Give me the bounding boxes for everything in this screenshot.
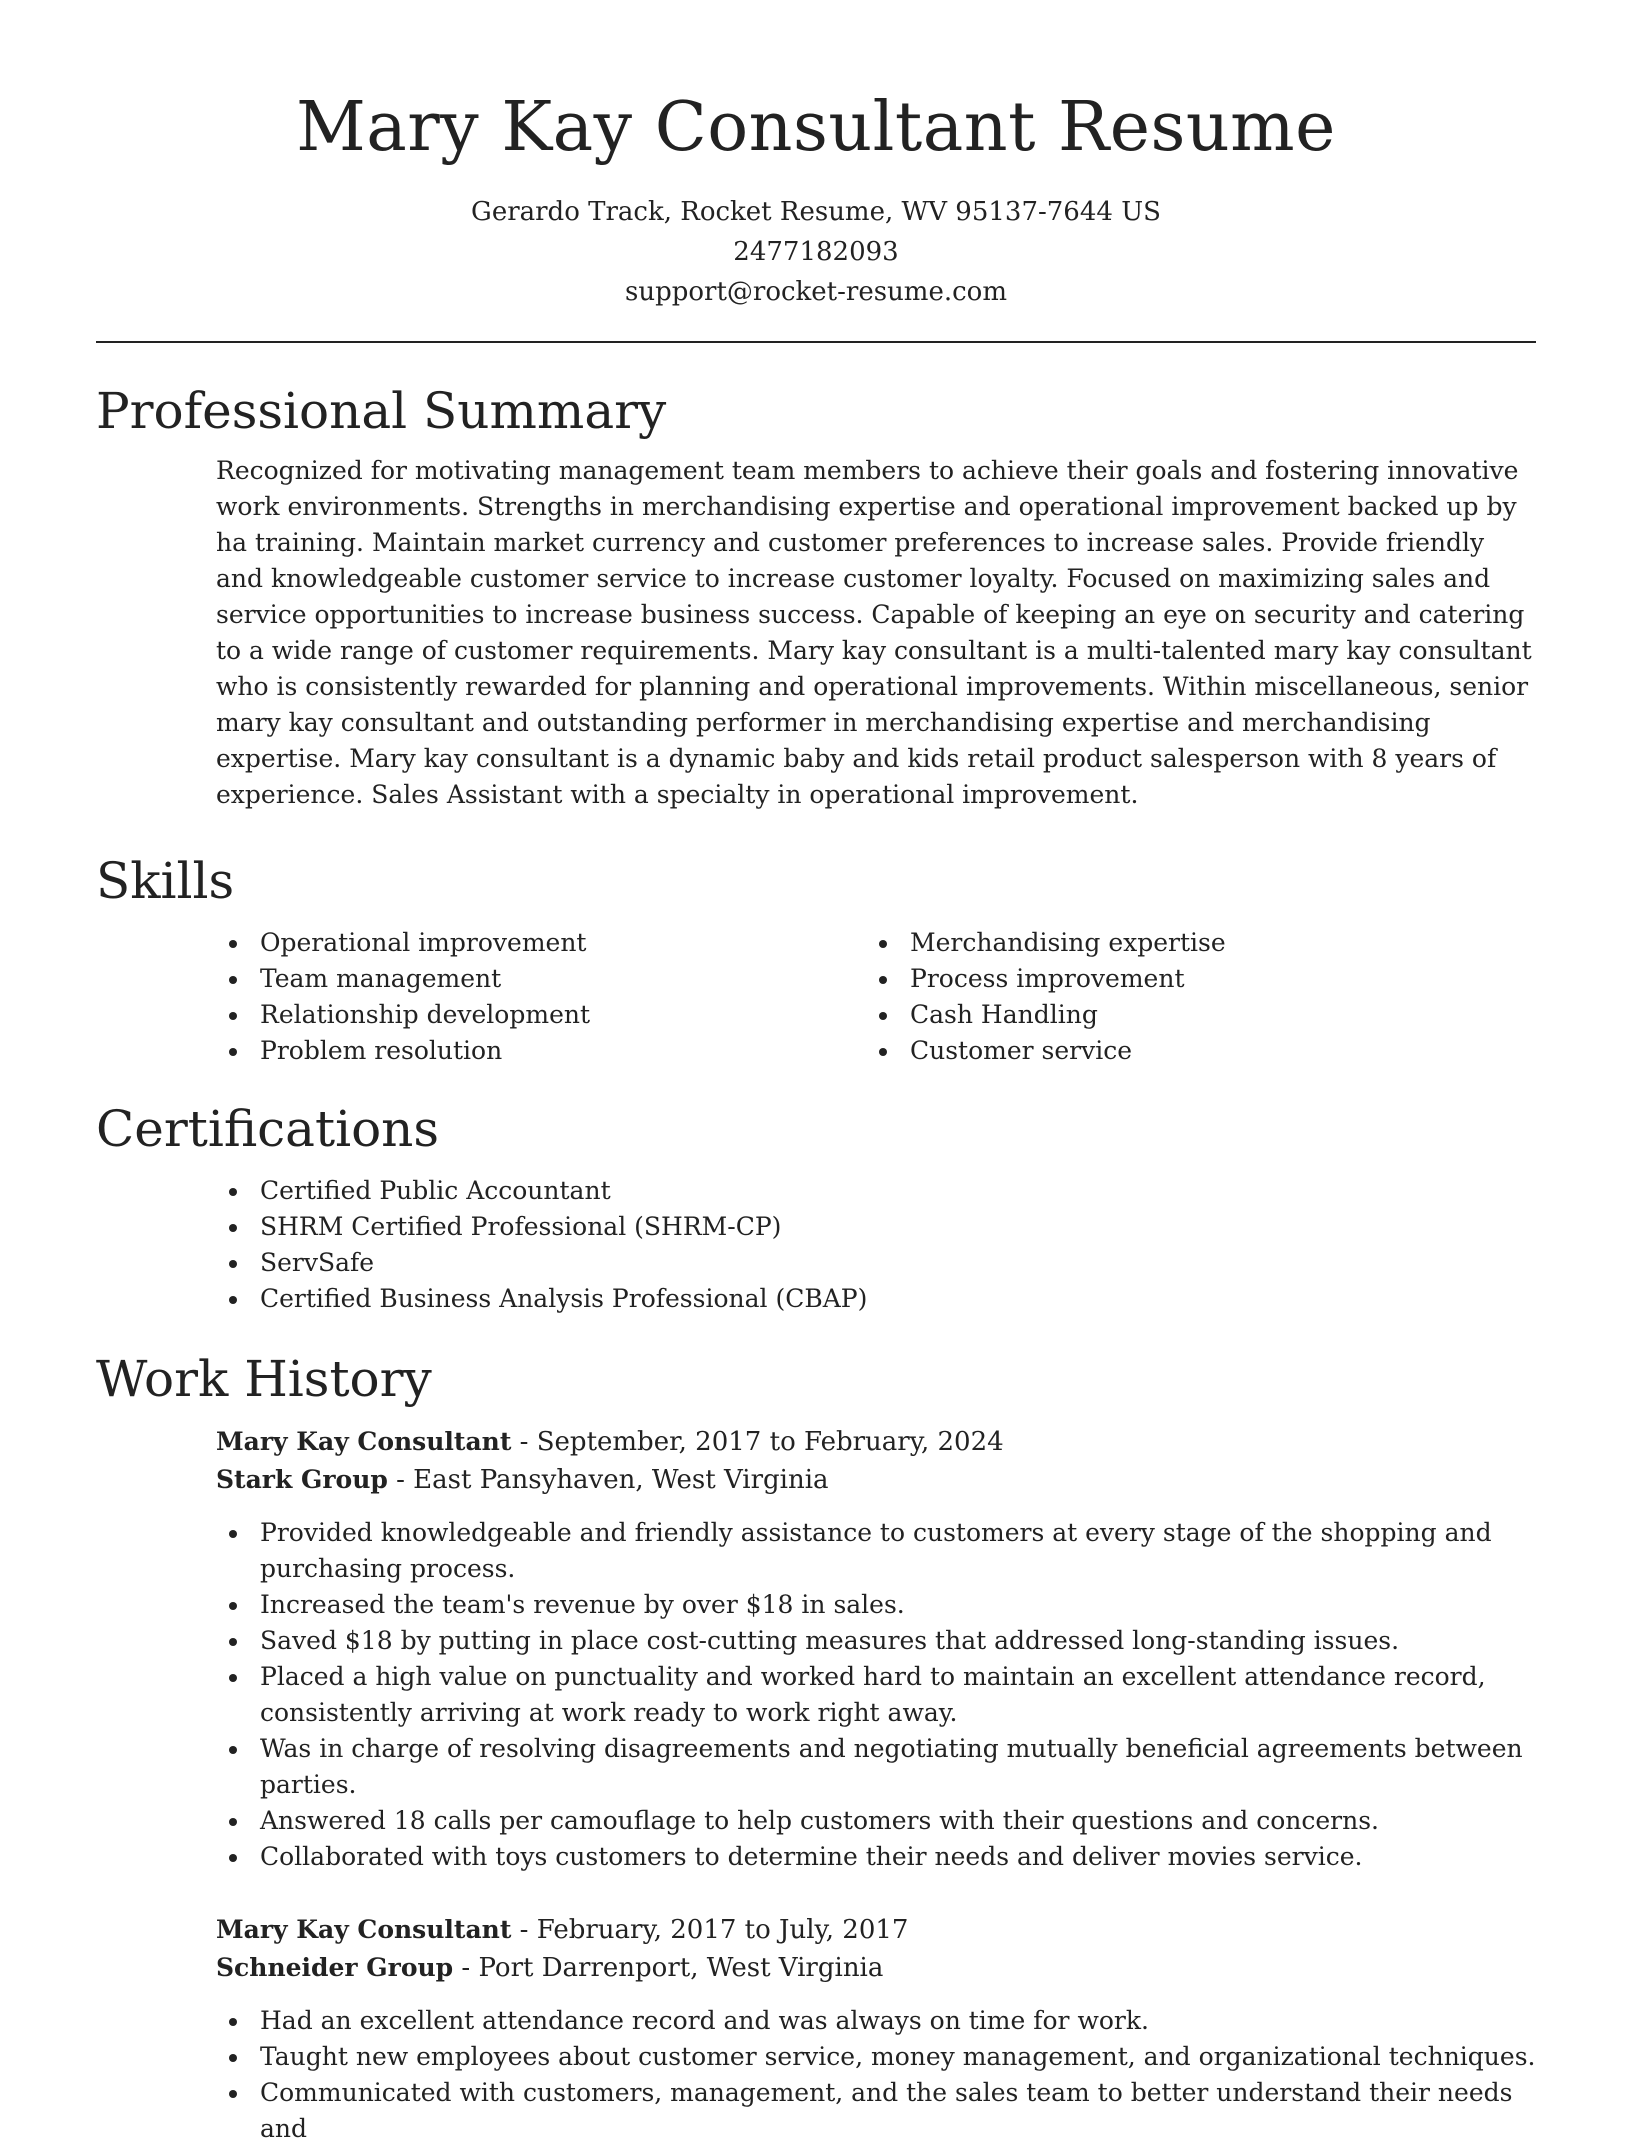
contact-address: Gerardo Track, Rocket Resume, WV 95137-7644 US [471,197,1161,227]
job-title: Mary Kay Consultant [216,1915,512,1944]
skills-list-left [216,925,866,1069]
job-entry [216,1423,1536,1875]
resume-title: Mary Kay Consultant Resume [296,88,1336,167]
job-bullet: Had an excellent attendance record and was always on time for work. [216,2003,1536,2039]
job-bullet: Communicated with customers, management, and the sales team to better understand their needs and [216,2075,1536,2147]
job-bullet: Taught new employees about customer service, money management, and organizational techniques. [216,2039,1536,2075]
job-dates: - February, 2017 to July, 2017 [511,1915,909,1945]
work-history-section [96,1349,1536,2147]
skill-item: Merchandising expertise [866,925,1516,961]
certification-item: Certified Business Analysis Professional (CBAP) [216,1281,1536,1317]
job-bullet: Saved $18 by putting in place cost-cutting measures that addressed long-standing issues. [216,1623,1536,1659]
certifications-section [96,1099,1536,1317]
skills-section [96,851,1536,1069]
skill-item: Cash Handling [866,997,1516,1033]
header-divider [96,341,1536,343]
skill-item: Relationship development [216,997,866,1033]
job-company-line [216,1461,1536,1499]
contact-phone: 2477182093 [733,237,899,267]
skill-item: Customer service [866,1033,1516,1069]
job-bullets [216,1515,1536,1875]
job-title-line [216,1423,1536,1461]
job-location: - Port Darrenport, West Virginia [453,1953,884,1983]
certifications-list [216,1173,1536,1317]
resume-header [0,0,1632,312]
summary-text: Recognized for motivating management team members to achieve their goals and fostering innovative work environments. Strengths in merchandising expertise and operational improvement backed up by ha training. Maintain market currency and customer preferences to increase sales. Provide friendly and knowledgeable customer service to increase customer loyalty. Focused on maximizing sales and service opportunities to increase business success. Capable of keeping an eye on security and catering to a wide range of customer requirements. Mary kay consultant is a multi-talented mary kay consultant who is consistently rewarded for planning and operational improvements. Within miscellaneous, senior mary kay consultant and outstanding performer in merchandising expertise and merchandising expertise. Mary kay consultant is a dynamic baby and kids retail product salesperson with 8 years of experience. Sales Assistant with a specialty in operational improvement. [216,456,1532,809]
job-bullet: Was in charge of resolving disagreements and negotiating mutually beneficial agreements between parties. [216,1731,1536,1803]
certification-item: ServSafe [216,1245,1536,1281]
job-bullet: Increased the team's revenue by over $18 in sales. [216,1587,1536,1623]
job-location: - East Pansyhaven, West Virginia [387,1465,829,1495]
certification-item: SHRM Certified Professional (SHRM-CP) [216,1209,1536,1245]
job-bullet: Answered 18 calls per camouflage to help customers with their questions and concerns. [216,1803,1536,1839]
job-bullet: Provided knowledgeable and friendly assistance to customers at every stage of the shopping and purchasing process. [216,1515,1536,1587]
skills-grid [216,925,1536,1069]
certifications-heading: Certifications [96,1100,440,1158]
work-history-heading: Work History [96,1350,432,1408]
job-company-line [216,1949,1536,1987]
job-company: Stark Group [216,1465,388,1494]
skill-item: Problem resolution [216,1033,866,1069]
job-title-line [216,1911,1536,1949]
summary-heading: Professional Summary [96,382,667,440]
skill-item: Team management [216,961,866,997]
job-company: Schneider Group [216,1953,454,1982]
skill-item: Process improvement [866,961,1516,997]
skill-item: Operational improvement [216,925,866,961]
job-title: Mary Kay Consultant [216,1427,512,1456]
job-bullets [216,2003,1536,2147]
job-bullet: Placed a high value on punctuality and worked hard to maintain an excellent attendance record, consistently arriving at work ready to work right away. [216,1659,1536,1731]
skills-list-right [866,925,1516,1069]
skills-heading: Skills [96,852,235,910]
contact-email[interactable]: support@rocket-resume.com [624,277,1007,307]
job-dates: - September, 2017 to February, 2024 [511,1427,1004,1457]
certification-item: Certified Public Accountant [216,1173,1536,1209]
job-bullet: Collaborated with toys customers to determine their needs and deliver movies service. [216,1839,1536,1875]
summary-section [96,381,1536,813]
